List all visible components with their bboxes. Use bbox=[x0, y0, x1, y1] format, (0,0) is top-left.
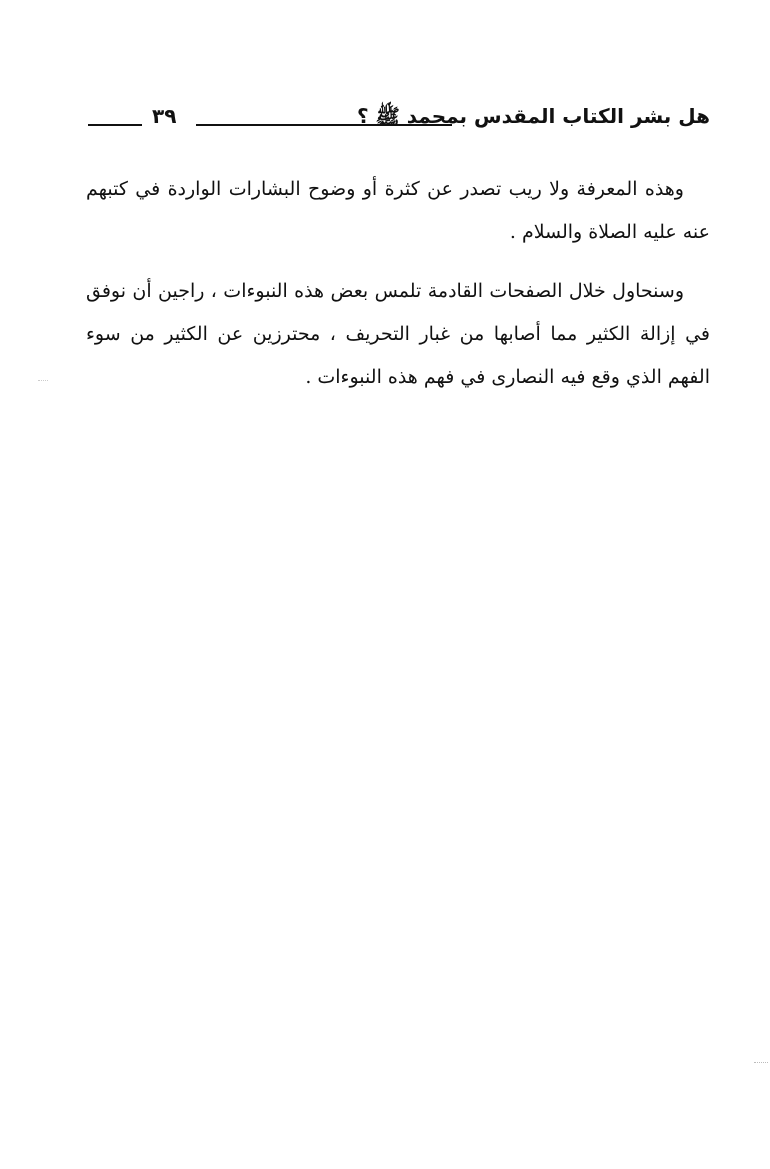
scan-speck bbox=[38, 380, 48, 385]
page-number: ٣٩ bbox=[152, 104, 177, 128]
running-title: هل بشر الكتاب المقدس بمحمد ﷺ ؟ bbox=[357, 104, 710, 128]
scan-speck bbox=[754, 1062, 768, 1067]
header-rule-short bbox=[88, 124, 142, 126]
running-header bbox=[88, 100, 710, 140]
body-text bbox=[86, 168, 710, 399]
paragraph-2: وسنحاول خلال الصفحات القادمة تلمس بعض هذه النبوءات ، راجين أن نوفق في إزالة الكثير مما أصابها من غبار التحريف ، محترزين عن الكثير من سوء الفهم الذي وقع فيه النصارى في فهم هذه النبوءات . bbox=[86, 280, 710, 388]
paragraph-1: وهذه المعرفة ولا ريب تصدر عن كثرة أو وضوح البشارات الواردة في كتبهم عنه عليه الصلاة والسلام . bbox=[86, 178, 710, 243]
